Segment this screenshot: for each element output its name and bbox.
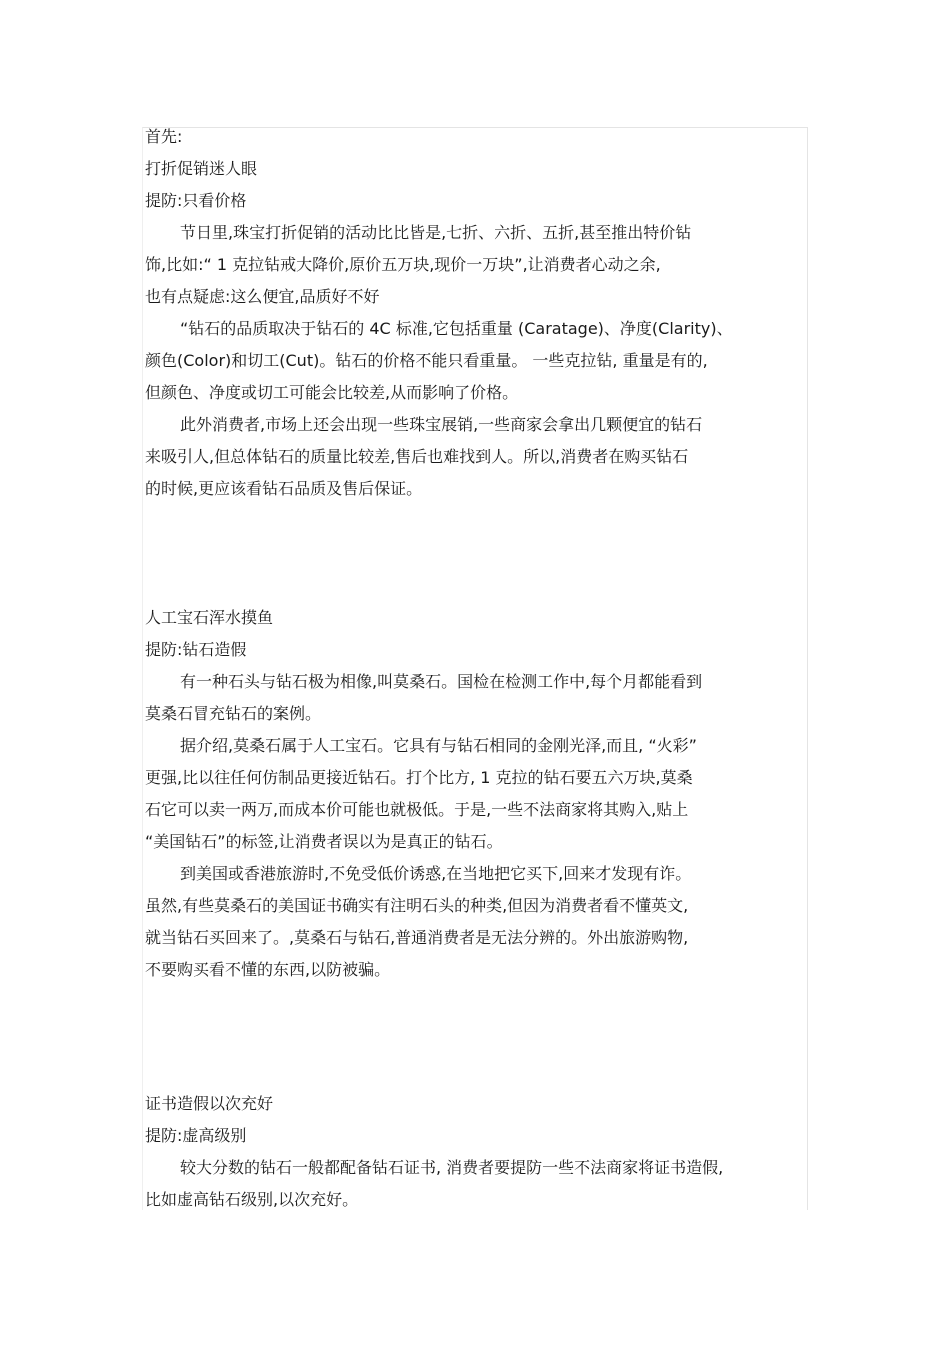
section-title-discount: 打折促销迷人眼 bbox=[145, 159, 258, 178]
paragraph-line: 颜色(Color)和切工(Cut)。钻石的价格不能只看重量。 一些克拉钻, 重量是有的, bbox=[145, 351, 708, 370]
paragraph-line: 饰,比如:“ 1 克拉钻戒大降价,原价五万块,现价一万块”,让消费者心动之余, bbox=[145, 255, 661, 274]
paragraph-line: 莫桑石冒充钻石的案例。 bbox=[145, 704, 322, 723]
section-guard-synthetic: 提防:钻石造假 bbox=[145, 640, 247, 659]
paragraph-line: 据介绍,莫桑石属于人工宝石。它具有与钻石相同的金刚光泽,而且, “火彩” bbox=[180, 736, 697, 755]
paragraph-line: 节日里,珠宝打折促销的活动比比皆是,七折、六折、五折,甚至推出特价钻 bbox=[180, 223, 692, 242]
paragraph-line: 来吸引人,但总体钻石的质量比较差,售后也难找到人。所以,消费者在购买钻石 bbox=[145, 447, 689, 466]
paragraph-line: “钻石的品质取决于钻石的 4C 标准,它包括重量 (Caratage)、净度(Clarity)、 bbox=[180, 319, 733, 338]
paragraph-line: 不要购买看不懂的东西,以防被骗。 bbox=[145, 960, 391, 979]
paragraph-line: 到美国或香港旅游时,不免受低价诱惑,在当地把它买下,回来才发现有诈。 bbox=[180, 864, 692, 883]
paragraph-line: 有一种石头与钻石极为相像,叫莫桑石。国检在检测工作中,每个月都能看到 bbox=[180, 672, 703, 691]
section-title-certificate: 证书造假以次充好 bbox=[145, 1094, 274, 1113]
section-gap bbox=[145, 505, 813, 602]
section-guard-discount: 提防:只看价格 bbox=[145, 191, 247, 210]
section-gap bbox=[145, 986, 813, 1088]
paragraph-line: 虽然,有些莫桑石的美国证书确实有注明石头的种类,但因为消费者看不懂英文, bbox=[145, 896, 689, 915]
paragraph-line: 比如虚高钻石级别,以次充好。 bbox=[145, 1190, 359, 1209]
paragraph-line: 更强,比以往任何仿制品更接近钻石。打个比方, 1 克拉的钻石要五六万块,莫桑 bbox=[145, 768, 693, 787]
paragraph-line: 较大分数的钻石一般都配备钻石证书, 消费者要提防一些不法商家将证书造假, bbox=[180, 1158, 724, 1177]
paragraph-line: 也有点疑虑:这么便宜,品质好不好 bbox=[145, 287, 380, 306]
paragraph-line: 此外消费者,市场上还会出现一些珠宝展销,一些商家会拿出几颗便宜的钻石 bbox=[180, 415, 703, 434]
section-guard-certificate: 提防:虚高级别 bbox=[145, 1126, 247, 1145]
paragraph-line: 的时候,更应该看钻石品质及售后保证。 bbox=[145, 479, 423, 498]
paragraph-line: “美国钻石”的标签,让消费者误以为是真正的钻石。 bbox=[145, 832, 503, 851]
intro-heading: 首先: bbox=[145, 127, 183, 146]
document-body bbox=[145, 121, 813, 1216]
paragraph-line: 石它可以卖一两万,而成本价可能也就极低。于是,一些不法商家将其购入,贴上 bbox=[145, 800, 689, 819]
section-title-synthetic: 人工宝石浑水摸鱼 bbox=[145, 608, 274, 627]
paragraph-line: 但颜色、净度或切工可能会比较差,从而影响了价格。 bbox=[145, 383, 519, 402]
paragraph-line: 就当钻石买回来了。,莫桑石与钻石,普通消费者是无法分辨的。外出旅游购物, bbox=[145, 928, 689, 947]
